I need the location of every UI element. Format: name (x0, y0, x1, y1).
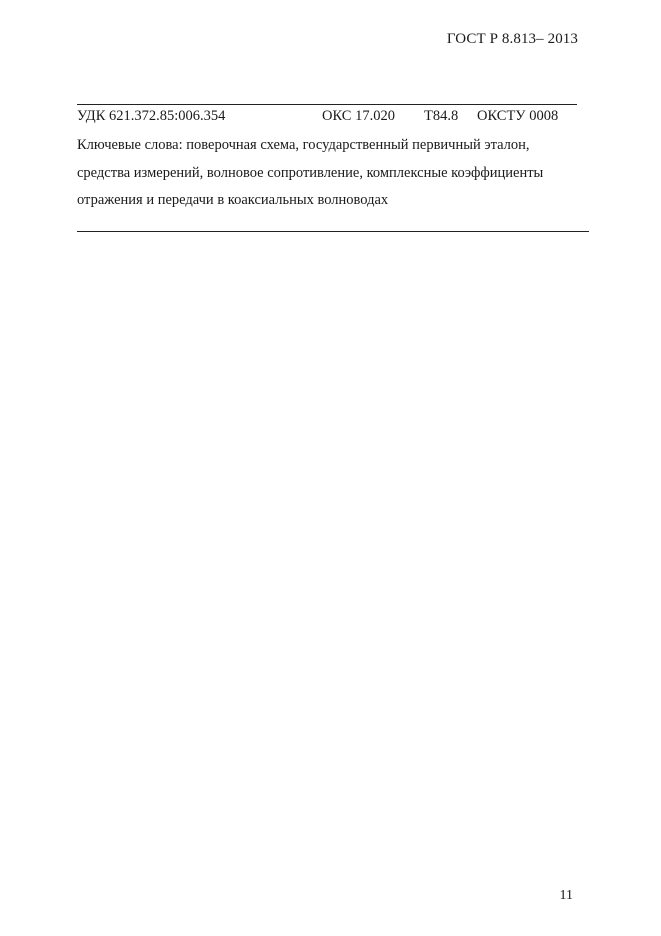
udk-code: УДК 621.372.85:006.354 (77, 108, 226, 124)
classification-row (77, 108, 577, 128)
okstu-code: ОКСТУ 0008 (477, 108, 559, 124)
keywords-line: Ключевые слова: поверочная схема, государственный первичный эталон, (77, 137, 530, 153)
keywords-block (77, 132, 589, 215)
oks-code: ОКС 17.020 (322, 108, 395, 124)
keywords-line: отражения и передачи в коаксиальных волноводах (77, 192, 389, 208)
t-code: Т84.8 (424, 108, 459, 124)
top-divider (77, 104, 577, 105)
page-number: 11 (559, 888, 573, 903)
keywords-line: средства измерений, волновое сопротивление, комплексные коэффициенты (77, 164, 544, 181)
bottom-divider (77, 231, 589, 232)
document-code: ГОСТ Р 8.813– 2013 (446, 31, 578, 47)
